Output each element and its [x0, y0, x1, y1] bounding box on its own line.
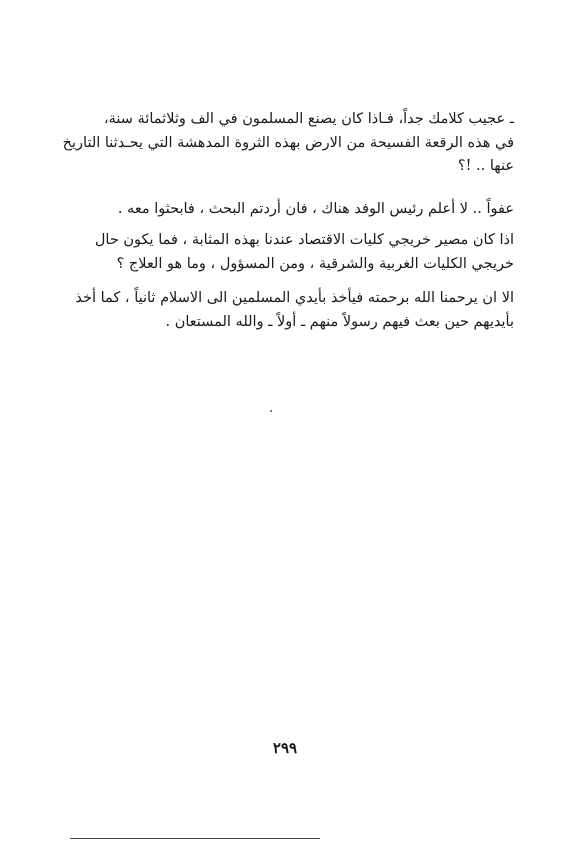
- paragraph-line: الا ان يرحمنا الله برحمته فيأخذ بأيدي المسلمين الى الاسلام ثانياً ، كما أخذ: [75, 290, 514, 306]
- paragraph-4: [75, 287, 514, 334]
- paragraph-line: عفواً .. لا أعلم رئيس الوفد هناك ، فان أردتم البحث ، فابحثوا معه .: [117, 201, 514, 217]
- stray-dot-mark: [270, 410, 272, 412]
- paragraph-line: بأيديهم حين بعث فيهم رسولاً منهم ـ أولاً ـ والله المستعان .: [165, 313, 514, 330]
- paragraph-3: [92, 229, 514, 276]
- paragraph-line: في هذه الرقعة الفسيحة من الارض بهذه الثروة المدهشة التي يحـدثنا التاريخ: [62, 134, 514, 151]
- paragraph-line: ـ عجيب كلامك جداً، فـاذا كان يصنع المسلمون في الف وثلاثمائة سنة،: [103, 111, 514, 127]
- paragraph-line: اذا كان مصير خريجي كليات الاقتصاد عندنا بهذه المثابة ، فما يكون حال: [94, 232, 514, 248]
- bottom-divider: [70, 838, 320, 839]
- page-number: ٢٩٩: [272, 739, 298, 757]
- paragraph-1: [62, 108, 514, 179]
- paragraph-2: [92, 198, 514, 222]
- paragraph-line: عنها .. !؟: [457, 158, 514, 174]
- paragraph-line: خريجي الكليات الغربية والشرقية ، ومن المسؤول ، وما هو العلاج ؟: [116, 255, 514, 272]
